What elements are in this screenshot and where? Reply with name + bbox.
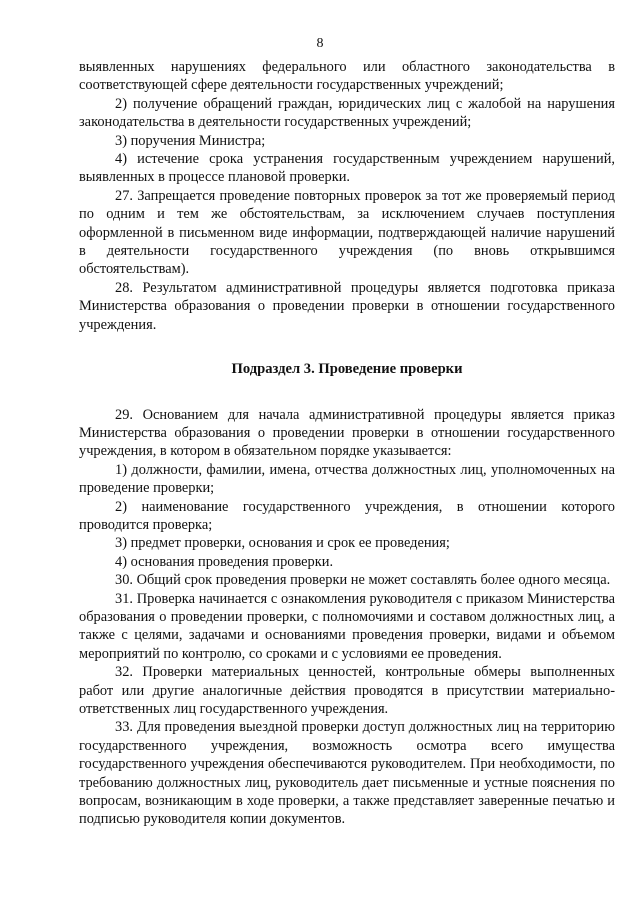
paragraph: 29. Основанием для начала административной процедуры является приказ Министерства образования о проведении проверки в отношении государственного учреждения, в котором в обязательном порядке указывается:	[79, 406, 615, 460]
paragraph: 27. Запрещается проведение повторных проверок за тот же проверяемый период по одним и тем же обстоятельствам, за исключением случаев поступления оформленной в письменном виде информации, подтверждающей наличие нарушений в деятельности государственного учреждения (по вновь открывшимся обстоятельствам).	[79, 187, 615, 278]
paragraph: 2) наименование государственного учреждения, в отношении которого проводится проверка;	[79, 498, 615, 533]
paragraph: 4) истечение срока устранения государственным учреждением нарушений, выявленных в процессе плановой проверки.	[79, 151, 615, 186]
paragraph: 33. Для проведения выездной проверки доступ должностных лиц на территорию государственного учреждения, возможность осмотра всего имущества государственного учреждения обеспечиваются руководителем. При необходимости, по требованию должностных лиц, руководитель дает письменные и устные пояснения по вопросам, возникающим в ходе проверки, а также представляет заверенные печатью и подписью руководителя копии документов.	[79, 719, 615, 828]
paragraph: 31. Проверка начинается с ознакомления руководителя с приказом Министерства образования о проведении проверки, с полномочиями и составом должностных лиц, а также с целями, задачами и основаниями проведения проверки, видами и объемом мероприятий по контролю, со сроками и с условиями ее проведения.	[79, 590, 615, 662]
paragraph: 3) предмет проверки, основания и срок ее проведения;	[115, 535, 450, 552]
page-number: 8	[316, 36, 324, 51]
paragraph: 3) поручения Министра;	[115, 132, 266, 149]
paragraph: 32. Проверки материальных ценностей, контрольные обмеры выполненных работ или другие аналогичные действия проводятся в присутствии материально-ответственных лиц государственного учреждения.	[79, 664, 615, 717]
paragraph: 2) получение обращений граждан, юридических лиц с жалобой на нарушения законодательства в деятельности государственных учреждений;	[79, 95, 615, 131]
paragraph: 1) должности, фамилии, имена, отчества должностных лиц, уполномоченных на проведение проверки;	[79, 461, 615, 497]
paragraphs-after-section	[79, 406, 615, 829]
paragraph: 28. Результатом административной процедуры является подготовка приказа Министерства образования о проведении проверки в отношении государственного учреждения.	[79, 279, 615, 333]
paragraph: 30. Общий срок проведения проверки не может составлять более одного месяца.	[115, 572, 611, 589]
document-body	[79, 58, 615, 829]
paragraph: 4) основания проведения проверки.	[115, 553, 334, 570]
section-title: Подраздел 3. Проведение проверки	[231, 361, 463, 378]
paragraphs-before-section	[79, 58, 615, 334]
paragraph: выявленных нарушениях федерального или областного законодательства в соответствующей сфере деятельности государственных учреждений;	[79, 59, 615, 94]
